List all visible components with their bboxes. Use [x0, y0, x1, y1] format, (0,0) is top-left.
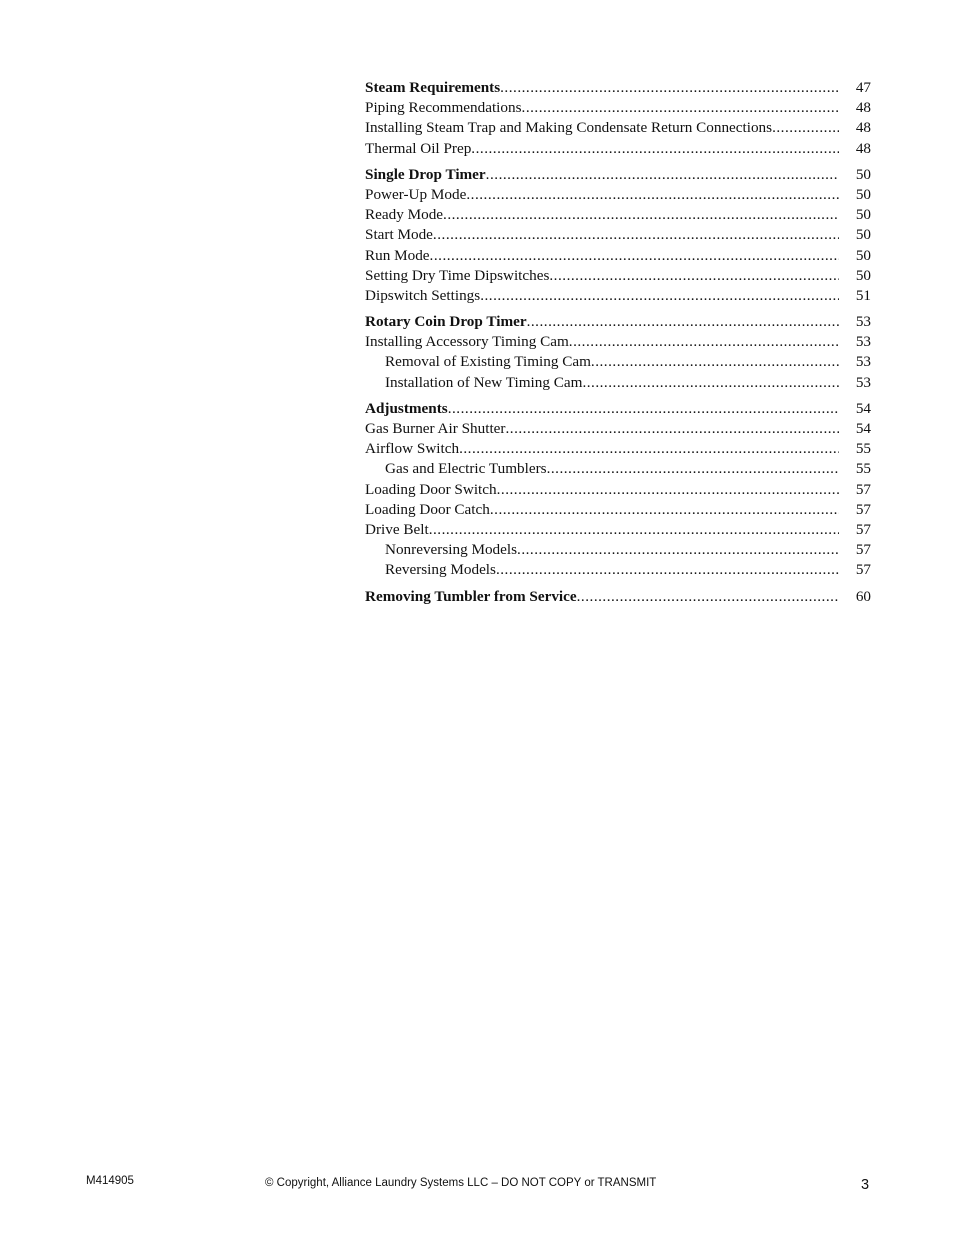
toc-entry-title: Airflow Switch — [365, 440, 460, 458]
toc-entry-title: Loading Door Catch — [365, 500, 490, 518]
toc-entry-page: 53 — [855, 313, 871, 331]
toc-entry[interactable] — [365, 480, 871, 500]
toc-entry-title: Removing Tumbler from Service — [365, 587, 577, 605]
dot-leader — [459, 439, 839, 459]
toc-entry[interactable] — [365, 332, 871, 352]
toc-entry[interactable] — [365, 520, 871, 540]
toc-entry-page: 57 — [855, 500, 871, 518]
toc-entry[interactable] — [365, 399, 871, 419]
toc-section-steam — [365, 78, 871, 159]
toc-entry[interactable] — [365, 139, 871, 159]
toc-entry-title: Nonreversing Models — [385, 541, 518, 559]
toc-entry-title: Power-Up Mode — [365, 185, 467, 203]
toc-entry-page: 55 — [855, 440, 871, 458]
toc-entry[interactable] — [365, 540, 871, 560]
toc-entry-page: 57 — [855, 561, 871, 579]
dot-leader — [549, 266, 839, 286]
toc-entry[interactable] — [365, 459, 871, 479]
toc-entry-title: Gas and Electric Tumblers — [385, 460, 547, 478]
toc-entry[interactable] — [365, 118, 871, 138]
toc-section-rotary-coin-drop-timer — [365, 312, 871, 393]
dot-leader — [500, 78, 839, 98]
toc-entry-title: Gas Burner Air Shutter — [365, 420, 506, 437]
footer-copyright: © Copyright, Alliance Laundry Systems LLC – DO NOT COPY or TRANSMIT — [265, 1177, 657, 1189]
dot-leader — [448, 399, 839, 419]
table-of-contents — [365, 78, 871, 613]
toc-entry-title: Single Drop Timer — [365, 165, 486, 183]
dot-leader — [466, 185, 839, 205]
toc-entry[interactable] — [365, 246, 871, 266]
toc-entry[interactable] — [365, 266, 871, 286]
toc-entry[interactable] — [365, 165, 871, 185]
toc-entry-page: 48 — [855, 99, 871, 117]
dot-leader — [497, 480, 839, 500]
toc-entry[interactable] — [365, 312, 871, 332]
toc-entry-page: 60 — [855, 587, 871, 605]
toc-entry[interactable] — [365, 419, 871, 439]
dot-leader — [490, 500, 839, 520]
dot-leader — [430, 246, 839, 266]
dot-leader — [772, 118, 839, 138]
toc-entry-page: 57 — [855, 480, 871, 498]
toc-entry-page: 50 — [855, 206, 871, 224]
dot-leader — [522, 98, 839, 118]
footer-page-number: 3 — [861, 1177, 870, 1193]
dot-leader — [577, 587, 839, 607]
dot-leader — [527, 312, 839, 332]
dot-leader — [569, 332, 839, 352]
toc-entry-title: Piping Recommendations — [365, 99, 522, 117]
toc-entry-page: 50 — [855, 266, 871, 284]
toc-entry-page: 47 — [855, 79, 871, 96]
toc-entry[interactable] — [365, 286, 871, 306]
toc-entry-page: 50 — [855, 165, 871, 183]
dot-leader — [496, 560, 839, 580]
toc-entry-page: 50 — [855, 226, 871, 244]
toc-entry-title: Dipswitch Settings — [365, 286, 481, 304]
toc-entry-title: Start Mode — [365, 226, 433, 244]
dot-leader — [591, 352, 839, 372]
toc-entry-page: 53 — [855, 373, 871, 391]
dot-leader — [433, 225, 839, 245]
toc-entry[interactable] — [365, 185, 871, 205]
dot-leader — [582, 373, 839, 393]
toc-entry-title: Reversing Models — [385, 561, 496, 579]
toc-entry[interactable] — [365, 352, 871, 372]
toc-entry-page: 57 — [855, 520, 871, 538]
toc-entry[interactable] — [365, 439, 871, 459]
toc-entry[interactable] — [365, 560, 871, 580]
dot-leader — [547, 459, 839, 479]
dot-leader — [443, 205, 839, 225]
dot-leader — [429, 520, 839, 540]
toc-entry-title: Installing Accessory Timing Cam — [365, 333, 569, 351]
toc-entry-title: Removal of Existing Timing Cam — [385, 353, 591, 371]
dot-leader — [486, 165, 839, 185]
toc-entry-page: 54 — [855, 420, 871, 437]
toc-entry-title: Installing Steam Trap and Making Condensate Return Connections — [365, 119, 773, 137]
toc-entry-page: 48 — [855, 119, 871, 137]
footer-doc-id: M414905 — [86, 1175, 134, 1187]
toc-section-removing-tumbler — [365, 587, 871, 607]
toc-entry-title: Installation of New Timing Cam — [385, 373, 583, 391]
toc-entry-page: 53 — [855, 353, 871, 371]
toc-entry[interactable] — [365, 225, 871, 245]
toc-entry-page: 50 — [855, 246, 871, 264]
dot-leader — [517, 540, 839, 560]
toc-entry-page: 54 — [855, 399, 871, 417]
toc-entry-title: Thermal Oil Prep — [365, 139, 472, 157]
toc-entry[interactable] — [365, 78, 871, 98]
toc-entry-title: Loading Door Switch — [365, 480, 497, 498]
toc-entry-page: 48 — [855, 139, 871, 157]
toc-entry-title: Steam Requirements — [365, 79, 501, 96]
toc-entry-title: Ready Mode — [365, 206, 444, 224]
toc-entry[interactable] — [365, 373, 871, 393]
toc-entry-page: 50 — [855, 185, 871, 203]
dot-leader — [505, 419, 839, 439]
toc-entry[interactable] — [365, 587, 871, 607]
toc-entry-page: 57 — [855, 541, 871, 559]
toc-entry[interactable] — [365, 205, 871, 225]
toc-entry-title: Rotary Coin Drop Timer — [365, 313, 527, 331]
dot-leader — [480, 286, 839, 306]
toc-section-adjustments — [365, 399, 871, 581]
toc-entry-title: Drive Belt — [365, 520, 429, 538]
toc-entry[interactable] — [365, 500, 871, 520]
toc-entry-page: 53 — [855, 333, 871, 351]
toc-entry[interactable] — [365, 98, 871, 118]
toc-entry-page: 51 — [855, 286, 871, 304]
toc-entry-page: 55 — [855, 460, 871, 478]
toc-entry-title: Setting Dry Time Dipswitches — [365, 266, 550, 284]
toc-entry-title: Adjustments — [365, 399, 448, 417]
dot-leader — [471, 139, 839, 159]
toc-section-single-drop-timer — [365, 165, 871, 306]
toc-entry-title: Run Mode — [365, 246, 430, 264]
